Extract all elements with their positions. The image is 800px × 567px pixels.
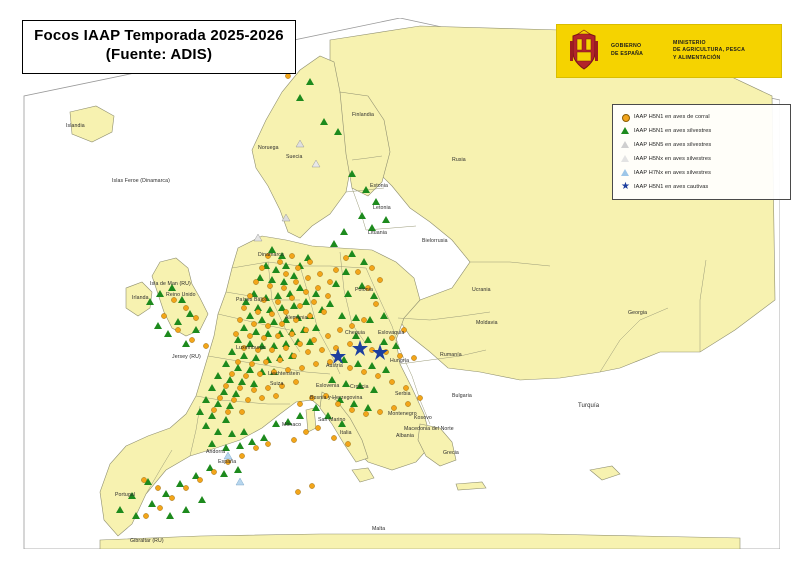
map-label-alemania: Alemania [285,315,308,321]
legend-item-h5n5-wild [618,138,786,152]
map-label-islas-feroe: Islas Feroe (Dinamarca) [112,178,170,184]
map-label-monaco: Mónaco [282,422,302,428]
map-label-kosovo: Kosovo [414,415,432,421]
map-label-montenegro: Montenegro [388,411,417,417]
map-label-finlandia: Finlandia [352,112,374,118]
gov-text-block-b [673,40,781,63]
map-label-letonia: Letonia [373,205,391,211]
legend-label-5: IAAP H5N1 en aves cautivas [634,184,709,190]
star-blue-icon: ★ [621,181,630,192]
map-label-jersey: Jersey (RU) [172,354,201,360]
map-label-rumania: Rumanía [440,352,462,358]
spain-coat-of-arms-icon [565,29,603,73]
legend-label-2: IAAP H5N5 en aves silvestres [634,142,712,148]
map-label-grecia: Grecia [443,450,459,456]
map-label-lituania: Lituania [368,230,387,236]
map-label-eslovenia: Eslovenia [316,383,340,389]
gov-text-block-a [611,43,673,58]
map-label-islandia: Islandia [66,123,85,129]
map-label-irlanda: Irlanda [132,295,149,301]
legend-item-h7nx-wild [618,166,786,180]
map-label-suiza: Suiza [270,381,284,387]
map-label-bielorrusia: Bielorrusia [422,238,448,244]
triangle-outline-icon [618,138,634,152]
map-label-isla-de-man: Isla de Man (RU) [150,281,191,287]
map-label-rusia: Rusia [452,157,466,163]
map-label-reino-unido: Reino Unido [166,292,196,298]
map-title-line2: (Fuente: ADIS) [105,45,213,63]
legend-label-1: IAAP H5N1 en aves silvestres [634,128,712,134]
legend-item-h5n1-poultry [618,110,786,124]
legend-item-h5nx-wild [618,152,786,166]
map-legend [612,104,791,200]
map-label-gibraltar: Gibraltar (RU) [130,538,164,544]
map-label-ucrania: Ucrania [472,287,491,293]
gov-label-alimentacion: Y ALIMENTACIÓN [673,54,721,61]
map-label-austria: Austria [326,363,343,369]
map-label-moldavia: Moldavia [476,320,498,326]
triangle-green-icon [618,124,634,138]
legend-label-3: IAAP H5Nx en aves silvestres [634,156,711,162]
map-label-paises-bajos: Países Bajos [236,297,268,303]
government-logo [556,24,782,78]
map-label-georgia: Georgia [628,310,648,316]
legend-label-0: IAAP H5N1 en aves de corral [634,114,710,120]
map-label-espana: España [218,459,237,465]
triangle-outline-light-icon [618,152,634,166]
gov-label-agricultura: DE AGRICULTURA, PESCA [673,47,746,54]
legend-label-4: IAAP H7Nx en aves silvestres [634,170,711,176]
map-label-luxemburgo: Luxemburgo [236,345,266,351]
map-label-polonia: Polonia [355,287,374,293]
map-label-malta: Malta [372,526,386,532]
map-label-andorra: Andorra [206,449,226,455]
map-label-liechtenstein: Liechtenstein [268,371,300,377]
map-label-bulgaria: Bulgaria [452,393,472,399]
gov-label-de-espana: DE ESPAÑA [611,51,644,57]
map-title-line1: Focos IAAP Temporada 2025-2026 [34,27,284,44]
map-label-albania: Albania [396,433,415,439]
map-label-suecia: Suecia [286,154,303,160]
legend-item-h5n1-captive [618,180,786,194]
map-label-portugal: Portugal [115,492,136,498]
gov-label-ministerio: MINISTERIO [673,39,706,46]
map-label-estonia: Estonia [370,183,389,189]
map-label-hungria: Hungría [390,358,410,364]
map-label-macedonia: Macedonia del Norte [404,426,454,432]
map-label-croacia: Croacia [350,384,369,390]
gov-label-gobierno: GOBIERNO [611,43,642,50]
map-label-serbia: Serbia [395,391,411,397]
triangle-blue-icon [618,166,634,180]
map-label-eslovaquia: Eslovaquia [378,330,405,336]
circle-orange-icon [618,110,634,124]
map-title-box [22,20,296,74]
legend-item-h5n1-wild [618,124,786,138]
map-label-dinamarca: Dinamarca [258,252,284,258]
map-label-noruega: Noruega [258,145,279,151]
map-label-chequia: Chequia [345,330,366,336]
map-label-san-marino: San Marino [318,417,346,423]
map-label-italia: Italia [340,430,352,436]
map-label-bosnia: Bosnia y Herzegovina [310,395,363,401]
map-label-turquia: Turquía [578,403,600,409]
